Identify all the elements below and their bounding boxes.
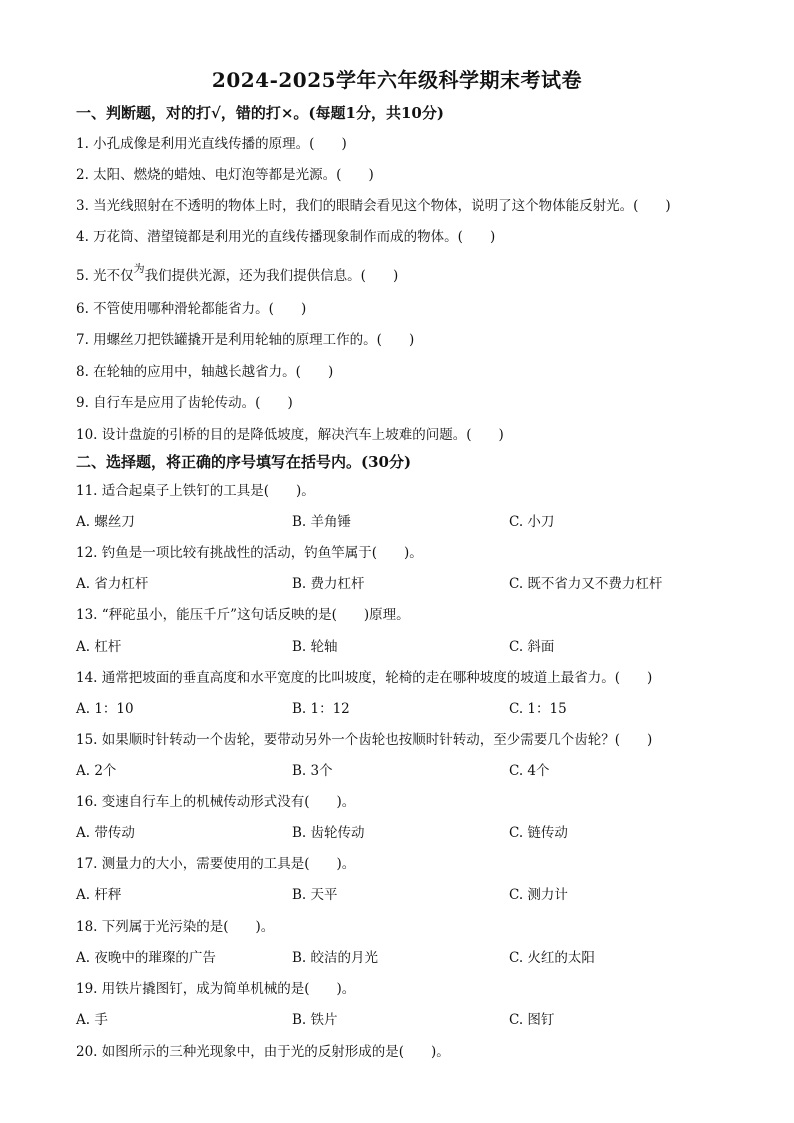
question-5-text: 我们提供光源，还为我们提供信息。( ) bbox=[144, 268, 399, 284]
option-18-b: B. 皎洁的月光 bbox=[292, 950, 379, 966]
question-16: 16. 变速自行车上的机械传动形式没有( )。 bbox=[76, 794, 356, 810]
exam-title: 2024-2025学年六年级科学期末考试卷 bbox=[211, 68, 583, 92]
option-11-a: A. 螺丝刀 bbox=[76, 514, 135, 530]
question-20: 20. 如图所示的三种光现象中，由于光的反射形成的是( )。 bbox=[76, 1044, 450, 1060]
option-17-c: C. 测力计 bbox=[509, 887, 568, 903]
question-4: 4. 万花筒、潜望镜都是利用光的直线传播现象制作而成的物体。( ) bbox=[76, 229, 496, 245]
question-5-superscript: 为 bbox=[133, 262, 145, 275]
option-17-b: B. 天平 bbox=[292, 887, 338, 903]
question-6: 6. 不管使用哪种滑轮都能省力。( ) bbox=[76, 301, 307, 317]
question-18: 18. 下列属于光污染的是( )。 bbox=[76, 919, 275, 935]
question-8: 8. 在轮轴的应用中，轴越长越省力。( ) bbox=[76, 364, 334, 380]
question-1: 1. 小孔成像是利用光直线传播的原理。( ) bbox=[76, 136, 347, 152]
question-12: 12. 钓鱼是一项比较有挑战性的活动，钓鱼竿属于( )。 bbox=[76, 545, 423, 561]
question-10: 10. 设计盘旋的引桥的目的是降低坡度，解决汽车上坡难的问题。( ) bbox=[76, 427, 504, 443]
option-16-c: C. 链传动 bbox=[509, 825, 568, 841]
option-13-a: A. 杠杆 bbox=[76, 639, 122, 655]
question-17: 17. 测量力的大小，需要使用的工具是( )。 bbox=[76, 856, 356, 872]
option-18-a: A. 夜晚中的璀璨的广告 bbox=[76, 950, 216, 966]
question-5 bbox=[76, 264, 398, 284]
option-15-b: B. 3个 bbox=[292, 763, 333, 779]
question-15: 15. 如果顺时针转动一个齿轮，要带动另外一个齿轮也按顺时针转动，至少需要几个齿轮？( ) bbox=[76, 732, 653, 748]
option-12-a: A. 省力杠杆 bbox=[76, 576, 149, 592]
option-13-b: B. 轮轴 bbox=[292, 639, 338, 655]
question-9: 9. 自行车是应用了齿轮传动。( ) bbox=[76, 395, 293, 411]
question-2: 2. 太阳、燃烧的蜡烛、电灯泡等都是光源。( ) bbox=[76, 167, 374, 183]
option-19-a: A. 手 bbox=[76, 1012, 108, 1028]
question-14: 14. 通常把坡面的垂直高度和水平宽度的比叫坡度，轮椅的走在哪种坡度的坡道上最省力。( ) bbox=[76, 670, 653, 686]
option-15-c: C. 4个 bbox=[509, 763, 550, 779]
option-16-a: A. 带传动 bbox=[76, 825, 135, 841]
section1-heading: 一、判断题，对的打√，错的打×。(每题1分，共10分) bbox=[76, 104, 444, 122]
option-12-c: C. 既不省力又不费力杠杆 bbox=[509, 576, 663, 592]
section2-heading: 二、选择题，将正确的序号填写在括号内。(30分) bbox=[76, 453, 412, 471]
option-12-b: B. 费力杠杆 bbox=[292, 576, 365, 592]
option-13-c: C. 斜面 bbox=[509, 639, 555, 655]
option-14-c: C. 1：15 bbox=[509, 701, 567, 717]
option-14-b: B. 1：12 bbox=[292, 701, 350, 717]
option-14-a: A. 1：10 bbox=[76, 701, 134, 717]
question-11: 11. 适合起桌子上铁钉的工具是( )。 bbox=[76, 483, 315, 499]
question-13: 13. “秤砣虽小，能压千斤”这句话反映的是( )原理。 bbox=[76, 607, 410, 623]
option-16-b: B. 齿轮传动 bbox=[292, 825, 365, 841]
option-11-c: C. 小刀 bbox=[509, 514, 555, 530]
question-7: 7. 用螺丝刀把铁罐撬开是利用轮轴的原理工作的。( ) bbox=[76, 332, 415, 348]
option-19-b: B. 铁片 bbox=[292, 1012, 338, 1028]
question-3: 3. 当光线照射在不透明的物体上时，我们的眼睛会看见这个物体，说明了这个物体能反射光。( ) bbox=[76, 198, 671, 214]
option-15-a: A. 2个 bbox=[76, 763, 117, 779]
option-11-b: B. 羊角锤 bbox=[292, 514, 352, 530]
option-18-c: C. 火红的太阳 bbox=[509, 950, 595, 966]
option-17-a: A. 杆秤 bbox=[76, 887, 122, 903]
question-19: 19. 用铁片撬图钉，成为简单机械的是( )。 bbox=[76, 981, 356, 997]
option-19-c: C. 图钉 bbox=[509, 1012, 555, 1028]
question-5-prefix: 5. 光不仅 bbox=[76, 268, 134, 284]
